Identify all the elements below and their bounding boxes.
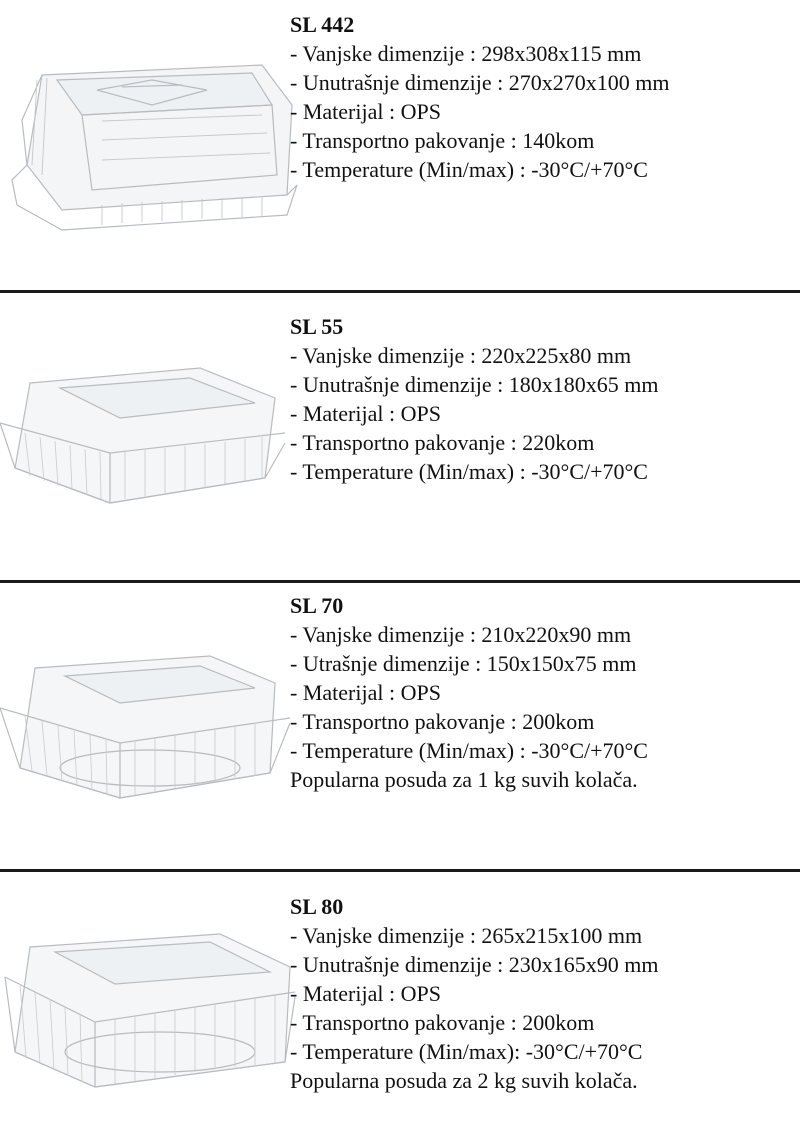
spec-outer-dimensions: - Vanjske dimenzije : 220x225x80 mm bbox=[290, 343, 632, 368]
product-title: SL 55 bbox=[290, 314, 344, 339]
product-section-sl-70 bbox=[0, 583, 800, 869]
spec-temperature: - Temperature (Min/max) : -30°C/+70°C bbox=[290, 738, 648, 763]
spec-material: - Materijal : OPS bbox=[290, 981, 441, 1006]
spec-note: Popularna posuda za 2 kg suvih kolača. bbox=[290, 1068, 638, 1093]
clear-plastic-container-icon bbox=[2, 45, 302, 245]
product-specs bbox=[290, 892, 658, 1095]
spec-inner-dimensions: - Unutrašnje dimenzije : 230x165x90 mm bbox=[290, 952, 659, 977]
spec-packaging: - Transportno pakovanje : 140kom bbox=[290, 128, 595, 153]
spec-inner-dimensions: - Unutrašnje dimenzije : 270x270x100 mm bbox=[290, 70, 670, 95]
spec-temperature: - Temperature (Min/max): -30°C/+70°C bbox=[290, 1039, 643, 1064]
spec-inner-dimensions: - Unutrašnje dimenzije : 180x180x65 mm bbox=[290, 372, 659, 397]
spec-inner-dimensions: - Utrašnje dimenzije : 150x150x75 mm bbox=[290, 651, 637, 676]
spec-temperature: - Temperature (Min/max) : -30°C/+70°C bbox=[290, 157, 648, 182]
spec-packaging: - Transportno pakovanje : 200kom bbox=[290, 709, 595, 734]
clear-plastic-container-icon bbox=[0, 358, 295, 518]
spec-temperature: - Temperature (Min/max) : -30°C/+70°C bbox=[290, 459, 648, 484]
spec-outer-dimensions: - Vanjske dimenzije : 210x220x90 mm bbox=[290, 622, 632, 647]
spec-packaging: - Transportno pakovanje : 220kom bbox=[290, 430, 595, 455]
spec-outer-dimensions: - Vanjske dimenzije : 298x308x115 mm bbox=[290, 41, 642, 66]
spec-material: - Materijal : OPS bbox=[290, 99, 441, 124]
spec-packaging: - Transportno pakovanje : 200kom bbox=[290, 1010, 595, 1035]
product-section-sl-442 bbox=[0, 0, 800, 290]
product-section-sl-55 bbox=[0, 293, 800, 580]
spec-material: - Materijal : OPS bbox=[290, 401, 441, 426]
product-specs bbox=[290, 10, 669, 184]
product-specs bbox=[290, 312, 658, 486]
clear-plastic-container-icon bbox=[0, 922, 300, 1097]
spec-material: - Materijal : OPS bbox=[290, 680, 441, 705]
product-section-sl-80 bbox=[0, 872, 800, 1132]
spec-outer-dimensions: - Vanjske dimenzije : 265x215x100 mm bbox=[290, 923, 643, 948]
spec-note: Popularna posuda za 1 kg suvih kolača. bbox=[290, 767, 638, 792]
product-specs bbox=[290, 591, 648, 794]
product-title: SL 80 bbox=[290, 894, 344, 919]
clear-plastic-container-icon bbox=[0, 648, 295, 808]
product-title: SL 442 bbox=[290, 12, 355, 37]
product-title: SL 70 bbox=[290, 593, 344, 618]
